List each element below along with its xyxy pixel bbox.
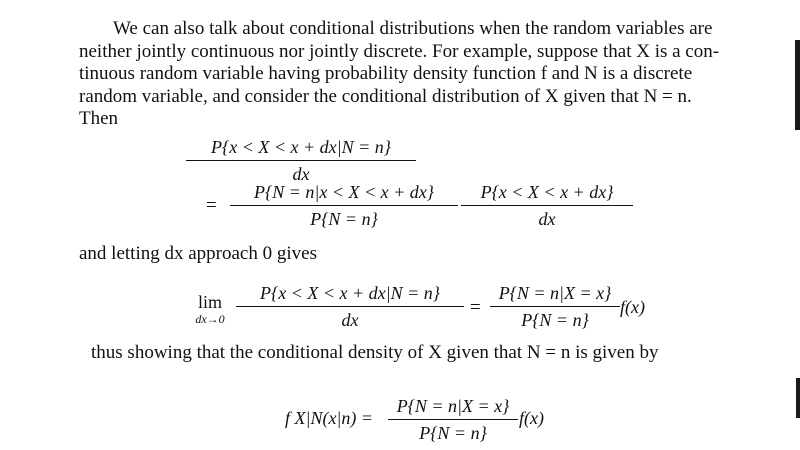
line-1-text: We can also talk about conditional distributions when the random variables are <box>113 18 713 39</box>
paragraph-line-4: random variable, and consider the conditional distribution of X given that N = n. <box>79 85 692 107</box>
paragraph-line-2: neither jointly continuous nor jointly discrete. For example, suppose that X is a con- <box>79 40 720 62</box>
page-edge-mark <box>795 40 800 130</box>
lim-operator: lim <box>197 292 222 312</box>
fraction-bar <box>490 306 620 307</box>
fraction-bar <box>388 419 518 420</box>
equation-3-rhs-numerator: P{N = n|X = x} <box>396 396 510 416</box>
paragraph-line-3: tinuous random variable having probability density function f and N is a discrete <box>79 63 693 84</box>
equation-2-lhs-fraction <box>236 283 464 331</box>
equation-3-tail: f(x) <box>519 408 544 428</box>
equation-2-rhs-denominator: P{N = n} <box>521 310 589 330</box>
intro-paragraph <box>79 18 759 131</box>
equation-1-equals: = <box>206 195 217 216</box>
equation-1-term-1-fraction <box>230 182 458 230</box>
paragraph-line-1 <box>79 18 759 41</box>
equation-2-equals: = <box>470 297 481 318</box>
equation-1-term-2-denominator: dx <box>538 209 556 229</box>
equation-2-rhs-fraction <box>490 283 620 331</box>
equation-3-rhs-denominator: P{N = n} <box>419 423 487 443</box>
equation-1-lhs-fraction <box>186 137 416 185</box>
equation-2-rhs-numerator: P{N = n|X = x} <box>498 283 612 303</box>
equation-1-lhs-numerator: P{x < X < x + dx|N = n} <box>211 137 391 157</box>
equation-1-term-1-denominator: P{N = n} <box>310 209 378 229</box>
equation-2-tail: f(x) <box>620 297 645 317</box>
equation-1-term-2-numerator: P{x < X < x + dx} <box>480 182 614 202</box>
text-thus-showing: thus showing that the conditional density of X given that N = n is given by <box>91 342 659 363</box>
fraction-bar <box>230 205 458 206</box>
fraction-bar <box>186 160 416 161</box>
text-letting-dx: and letting dx approach 0 gives <box>79 243 317 264</box>
equation-3-lhs: f X|N(x|n) = <box>285 408 374 428</box>
equation-3-rhs-fraction <box>388 396 518 444</box>
equation-1-lhs-denominator: dx <box>292 164 310 184</box>
equation-1-term-1-numerator: P{N = n|x < X < x + dx} <box>254 182 434 202</box>
equation-2-lhs-denominator: dx <box>341 310 359 330</box>
equation-2-limit <box>188 292 232 325</box>
paragraph-line-5: Then <box>79 108 119 129</box>
equation-1-term-2-fraction <box>461 182 633 230</box>
equation-2-lhs-numerator: P{x < X < x + dx|N = n} <box>260 283 440 303</box>
fraction-bar <box>236 306 464 307</box>
lim-subscript: dx→0 <box>195 312 225 326</box>
fraction-bar <box>461 205 633 206</box>
page-edge-mark <box>796 378 800 418</box>
